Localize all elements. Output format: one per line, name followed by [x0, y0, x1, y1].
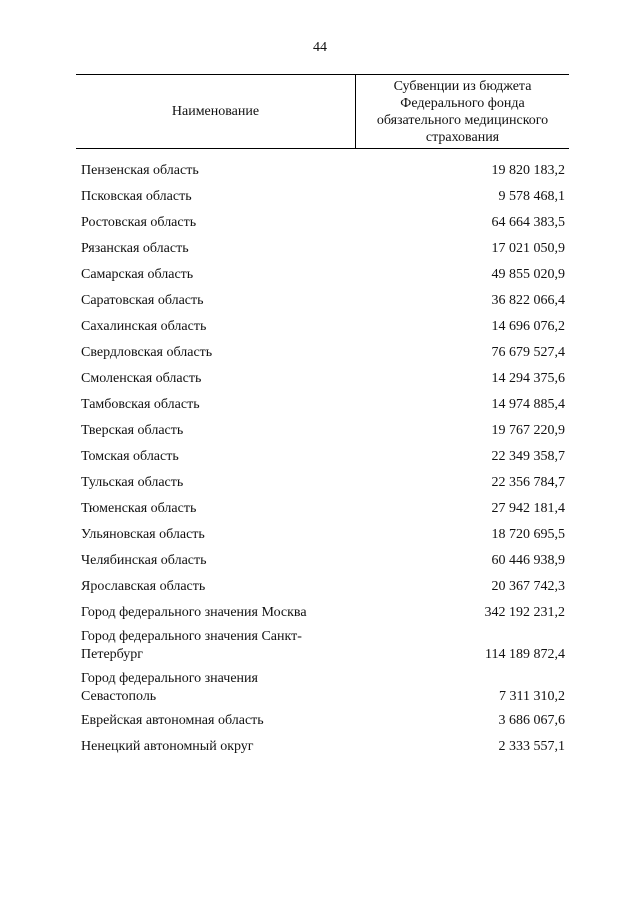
row-value: 64 664 383,5	[491, 215, 565, 230]
table-row	[81, 628, 565, 664]
table-body	[81, 162, 565, 764]
row-name: Ненецкий автономный округ	[81, 739, 254, 754]
row-name: Город федерального значения Севастополь	[81, 671, 258, 704]
row-name: Томская область	[81, 449, 179, 464]
table-row	[81, 344, 565, 362]
row-name: Тверская область	[81, 423, 184, 438]
row-value: 36 822 066,4	[491, 293, 565, 308]
row-value: 18 720 695,5	[491, 527, 565, 542]
row-value: 14 294 375,6	[491, 371, 565, 386]
row-value: 49 855 020,9	[491, 267, 565, 282]
row-value: 3 686 067,6	[498, 713, 565, 728]
row-name: Еврейская автономная область	[81, 713, 264, 728]
row-value: 14 974 885,4	[491, 397, 565, 412]
row-name: Тюменская область	[81, 501, 197, 516]
row-value: 14 696 076,2	[491, 319, 565, 334]
table-row	[81, 292, 565, 310]
table-row	[81, 266, 565, 284]
row-value: 342 192 231,2	[484, 605, 565, 620]
table-row	[81, 422, 565, 440]
table-row	[81, 500, 565, 518]
row-value: 7 311 310,2	[499, 689, 565, 704]
table-row	[81, 670, 565, 706]
row-name: Пензенская область	[81, 163, 199, 178]
table-row	[81, 370, 565, 388]
table-row	[81, 712, 565, 730]
row-name: Свердловская область	[81, 345, 213, 360]
row-value: 22 356 784,7	[491, 475, 565, 490]
row-name: Тульская область	[81, 475, 184, 490]
table-row	[81, 474, 565, 492]
row-name: Ульяновская область	[81, 527, 205, 542]
row-name: Псковская область	[81, 189, 192, 204]
row-value: 19 767 220,9	[491, 423, 565, 438]
table-row	[81, 448, 565, 466]
row-name: Сахалинская область	[81, 319, 207, 334]
row-value: 17 021 050,9	[491, 241, 565, 256]
row-value: 76 679 527,4	[491, 345, 565, 360]
table-row	[81, 578, 565, 596]
table-row	[81, 188, 565, 206]
row-name: Тамбовская область	[81, 397, 200, 412]
table-row	[81, 526, 565, 544]
table-row	[81, 396, 565, 414]
row-name: Город федерального значения Москва	[81, 605, 307, 620]
table-row	[81, 214, 565, 232]
row-value: 19 820 183,2	[491, 163, 565, 178]
row-name: Город федерального значения Санкт-Петербург	[81, 629, 302, 662]
row-name: Челябинская область	[81, 553, 207, 568]
row-value: 114 189 872,4	[485, 647, 565, 662]
row-value: 22 349 358,7	[491, 449, 565, 464]
row-name: Рязанская область	[81, 241, 189, 256]
table-row	[81, 552, 565, 570]
table-row	[81, 240, 565, 258]
table-row	[81, 738, 565, 756]
table-row	[81, 604, 565, 622]
row-name: Саратовская область	[81, 293, 204, 308]
row-value: 20 367 742,3	[491, 579, 565, 594]
table-header	[76, 74, 569, 149]
row-value: 27 942 181,4	[491, 501, 565, 516]
table-row	[81, 318, 565, 336]
column-header-name: Наименование	[76, 75, 356, 148]
row-name: Ярославская область	[81, 579, 206, 594]
table-row	[81, 162, 565, 180]
row-value: 2 333 557,1	[498, 739, 565, 754]
row-name: Самарская область	[81, 267, 194, 282]
column-header-amount: Субвенции из бюджета Федерального фонда обязательного медицинского страхования	[376, 78, 549, 145]
row-name: Ростовская область	[81, 215, 197, 230]
row-value: 9 578 468,1	[498, 189, 565, 204]
row-value: 60 446 938,9	[491, 553, 565, 568]
page-number: 44	[313, 40, 327, 55]
row-name: Смоленская область	[81, 371, 202, 386]
